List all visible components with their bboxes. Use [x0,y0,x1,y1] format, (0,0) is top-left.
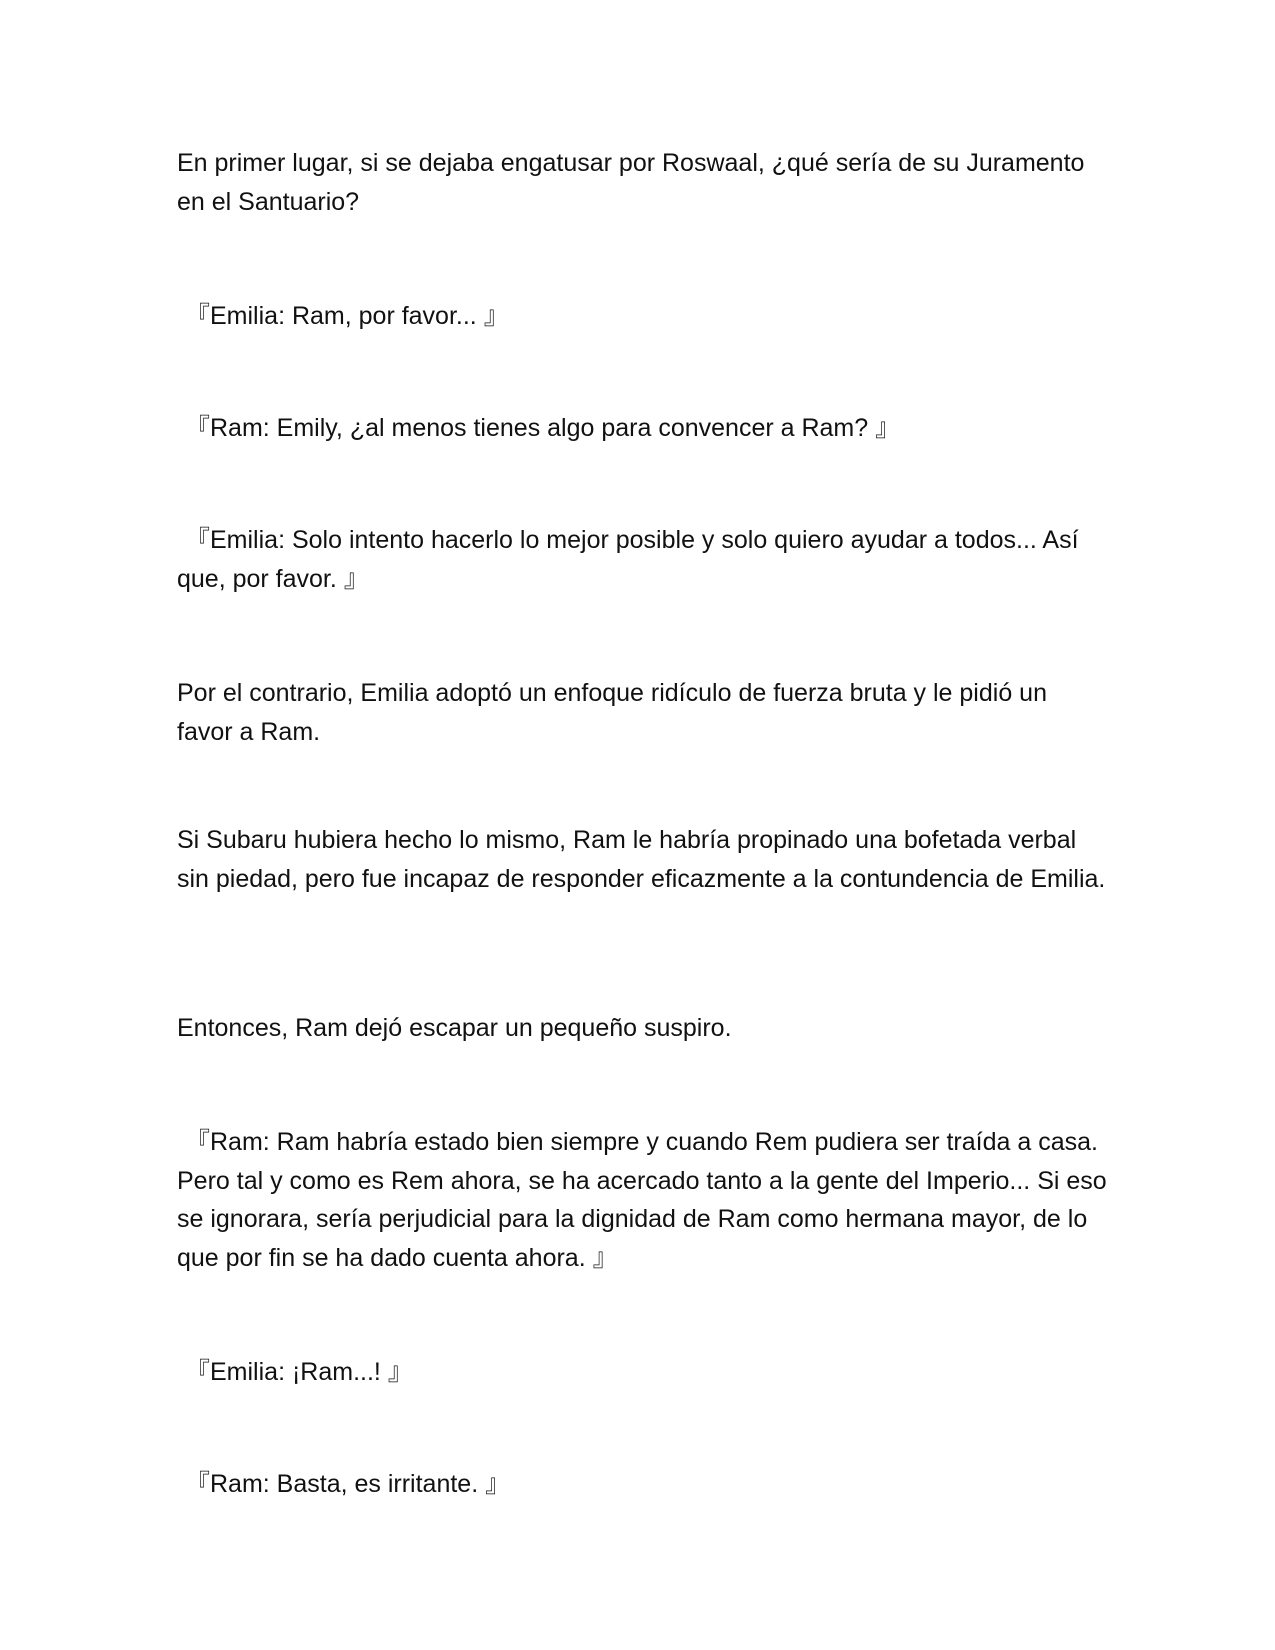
dialogue-line-ram: 『Ram: Basta, es irritante. 』 [185,1470,511,1498]
dialogue-line-emilia: 『Emilia: Ram, por favor... 』 [185,302,509,330]
narration-paragraph: Entonces, Ram dejó escapar un pequeño suspiro. [177,1014,732,1042]
narration-paragraph: En primer lugar, si se dejaba engatusar por Roswaal, ¿qué sería de su Juramento en el Santuario? [177,149,1085,216]
dialogue-line-emilia: 『Emilia: Solo intento hacerlo lo mejor posible y solo quiero ayudar a todos... Así que, por favor. 』 [177,526,1079,593]
dialogue-line-emilia: 『Emilia: ¡Ram...! 』 [185,1358,413,1386]
dialogue-line-ram: 『Ram: Emily, ¿al menos tienes algo para convencer a Ram? 』 [185,414,901,442]
dialogue-line-ram: 『Ram: Ram habría estado bien siempre y cuando Rem pudiera ser traída a casa. Pero tal y como es Rem ahora, se ha acercado tanto a la gente del Imperio... Si eso se ignorara, sería perjudicial para la dignidad de Ram como hermana mayor, de lo que por fin se ha dado cuenta ahora. 』 [177,1128,1107,1272]
narration-paragraph: Por el contrario, Emilia adoptó un enfoque ridículo de fuerza bruta y le pidió un favor a Ram. [177,679,1047,746]
narration-paragraph: Si Subaru hubiera hecho lo mismo, Ram le habría propinado una bofetada verbal sin piedad, pero fue incapaz de responder eficazmente a la contundencia de Emilia. [177,826,1106,893]
